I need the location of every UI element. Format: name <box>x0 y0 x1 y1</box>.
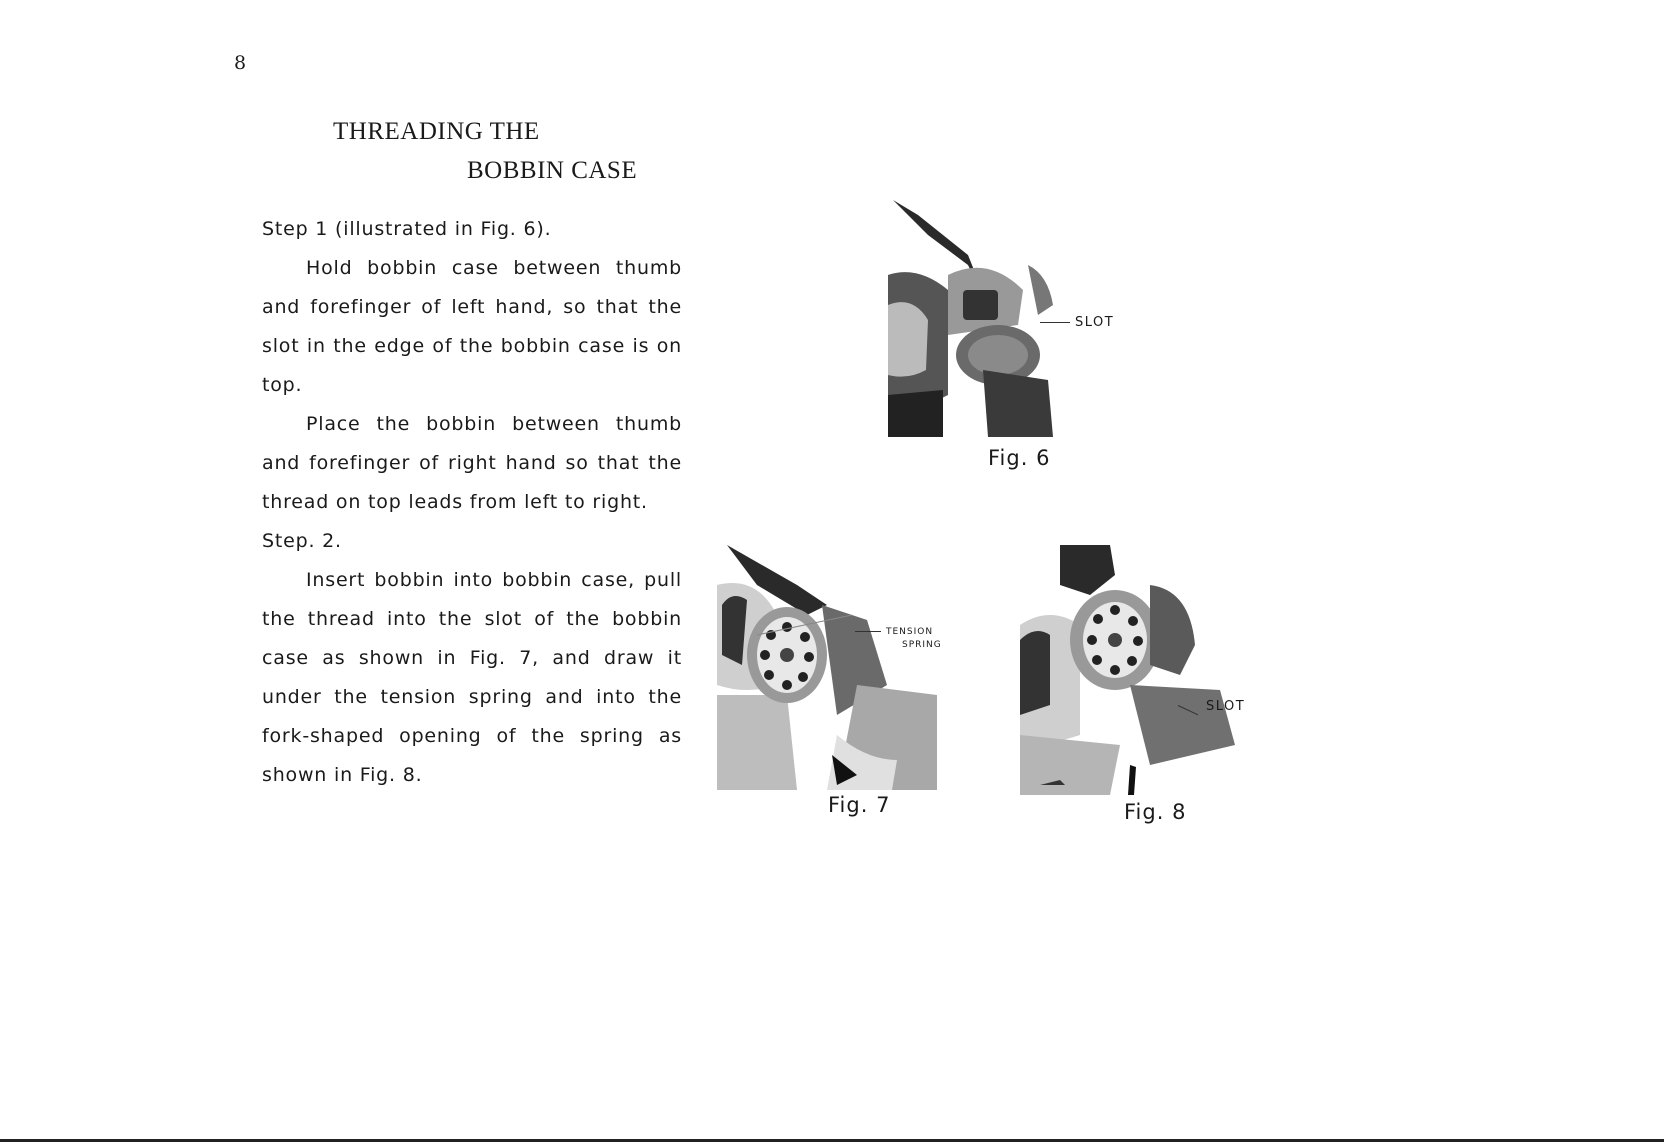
figure-8-photo <box>1020 545 1235 795</box>
figure-6-caption: Fig. 6 <box>988 446 1051 470</box>
figure-7-tension-callout-line-2: SPRING <box>902 640 942 650</box>
page-title-line-1: THREADING THE <box>333 118 540 145</box>
figure-6-slot-callout-line <box>1040 322 1070 323</box>
figure-6-slot-callout: SLOT <box>1075 315 1115 330</box>
figure-7-photo <box>717 545 937 790</box>
figure-7-caption: Fig. 7 <box>828 793 891 817</box>
instructions-body <box>262 210 682 795</box>
step-2-heading: Step. 2. <box>262 530 342 552</box>
figure-8-caption: Fig. 8 <box>1124 800 1187 824</box>
page-title-line-2: BOBBIN CASE <box>467 157 638 184</box>
figure-7-tension-callout-line-1: TENSION <box>886 627 934 637</box>
figure-6-photo <box>888 195 1058 437</box>
page-number: 8 <box>234 52 247 74</box>
figure-8-slot-callout: SLOT <box>1206 699 1246 714</box>
step-1-paragraph-hold: Hold bobbin case between thumb and forefinger of left hand, so that the slot in the edge of the bobbin case is on top. <box>262 257 682 396</box>
figure-7-tension-callout-line <box>855 631 881 632</box>
step-1-heading: Step 1 (illustrated in Fig. 6). <box>262 218 552 240</box>
step-1-paragraph-place: Place the bobbin between thumb and forefinger of right hand so that the thread on top leads from left to right. <box>262 413 682 513</box>
step-2-paragraph-insert: Insert bobbin into bobbin case, pull the thread into the slot of the bobbin case as shown in Fig. 7, and draw it under the tension spring and into the fork-shaped opening of the spring as shown in Fig. 8. <box>262 569 682 786</box>
